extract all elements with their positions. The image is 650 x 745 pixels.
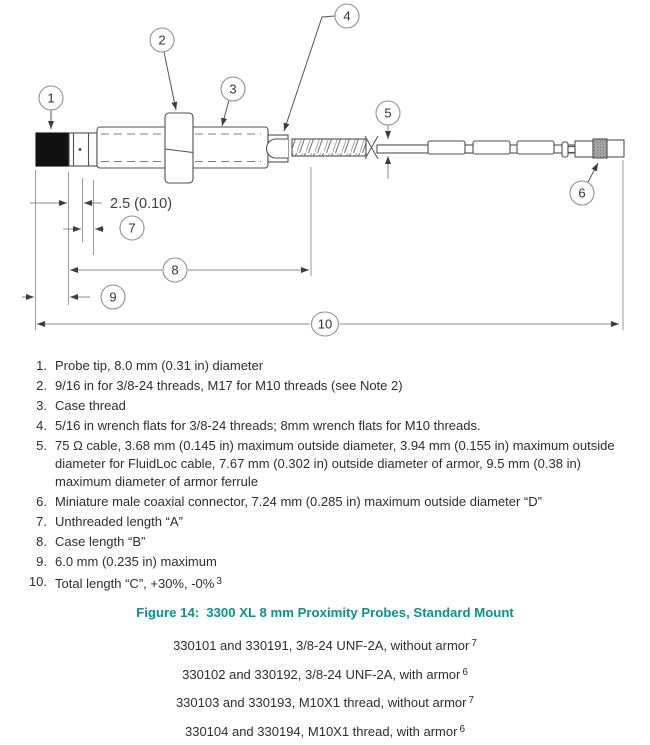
legend-item-number: 6.	[27, 493, 47, 511]
figure-caption-label: Figure 14:	[136, 605, 199, 620]
legend-item-number: 8.	[27, 533, 47, 551]
extension-lines	[36, 160, 624, 330]
callout-3	[221, 77, 245, 101]
dimension-2-5-label: 2.5 (0.10)	[110, 196, 172, 212]
legend-item-number: 3.	[27, 397, 47, 415]
footnote-ref: 7	[466, 695, 474, 706]
legend-item-text: Probe tip, 8.0 mm (0.31 in) diameter	[55, 357, 263, 375]
cable-sleeve-1	[428, 141, 465, 154]
legend-item-2	[27, 377, 627, 395]
callout-4	[335, 4, 359, 28]
svg-text:5: 5	[384, 106, 391, 121]
figure-caption-title: 3300 XL 8 mm Proximity Probes, Standard Mount	[206, 605, 514, 620]
part-number-line-1: 330101 and 330191, 3/8-24 UNF-2A, without armor $^7$	[0, 631, 650, 660]
part-number-list	[0, 631, 650, 745]
connector-knurl	[593, 139, 607, 158]
callout-10	[312, 312, 339, 336]
legend-item-10	[27, 573, 627, 593]
svg-text:7: 7	[128, 221, 135, 236]
connector-endcap	[607, 140, 624, 157]
footnote-ref: 6	[457, 724, 465, 735]
svg-text:10: 10	[318, 317, 332, 332]
legend-item-number: 5.	[27, 437, 47, 491]
collar-dot	[79, 148, 82, 151]
connector-neck	[568, 147, 575, 153]
footnote-ref: 6	[460, 667, 468, 678]
legend-item-number: 10.	[27, 573, 47, 593]
svg-text:1: 1	[47, 91, 54, 106]
probe-diagram	[0, 0, 650, 345]
footnote-ref: 7	[469, 638, 477, 649]
callout-8	[163, 258, 187, 282]
legend-item-number: 1.	[27, 357, 47, 375]
callout-9	[101, 285, 125, 309]
callout-7	[120, 216, 144, 240]
wrench-flats-bore	[267, 139, 288, 158]
legend-item-text: Case length “B”	[55, 533, 145, 551]
callout-2	[150, 28, 174, 52]
cable-sleeve-3	[517, 141, 554, 154]
callout-5	[376, 101, 400, 125]
callout-1	[39, 86, 63, 110]
part-number-line-2: 330102 and 330192, 3/8-24 UNF-2A, with armor $^6$	[0, 660, 650, 689]
legend-item-9	[27, 553, 627, 571]
legend-item-text: Total length “C”, +30%, -0% $^3$	[55, 573, 222, 593]
connector-body	[575, 141, 593, 157]
legend-item-6	[27, 493, 627, 511]
svg-text:2: 2	[158, 33, 165, 48]
legend-item-text: 5/16 in wrench flats for 3/8-24 threads; 8mm wrench flats for M10 threads.	[55, 417, 481, 435]
legend-item-number: 7.	[27, 513, 47, 531]
legend-item-5	[27, 437, 627, 491]
svg-text:6: 6	[578, 186, 585, 201]
legend-item-number: 2.	[27, 377, 47, 395]
part-number-line-3: 330103 and 330193, M10X1 thread, without armor $^7$	[0, 688, 650, 717]
legend-item-text: 9/16 in for 3/8-24 threads, M17 for M10 threads (see Note 2)	[55, 377, 403, 395]
legend-item-text: Unthreaded length “A”	[55, 513, 183, 531]
legend-list	[27, 357, 627, 595]
probe-tip-black	[36, 133, 69, 166]
cable-break-symbol	[365, 136, 378, 159]
svg-text:8: 8	[171, 263, 178, 278]
locknut	[165, 113, 193, 183]
legend-item-number: 4.	[27, 417, 47, 435]
footnote-ref: 3	[214, 576, 222, 587]
armor-cable	[292, 139, 366, 156]
legend-item-text: 6.0 mm (0.235 in) maximum	[55, 553, 217, 571]
connector-bead	[562, 142, 568, 157]
legend-item-number: 9.	[27, 553, 47, 571]
legend-item-1	[27, 357, 627, 375]
svg-text:9: 9	[109, 290, 116, 305]
figure-caption	[0, 605, 650, 620]
callout-6	[570, 181, 594, 205]
legend-item-text: 75 Ω cable, 3.68 mm (0.145 in) maximum outside diameter, 3.94 mm (0.155 in) maximum outside diameter for FluidLoc cable, 7.67 mm (0.302 in) outside diameter of armor, 9.5 mm (0.38 in) maximum diameter of armor ferrule	[55, 437, 627, 491]
legend-item-4	[27, 417, 627, 435]
svg-text:3: 3	[229, 82, 236, 97]
legend-item-8	[27, 533, 627, 551]
legend-item-text: Case thread	[55, 397, 126, 415]
legend-item-7	[27, 513, 627, 531]
part-number-line-4: 330104 and 330194, M10X1 thread, with armor $^6$	[0, 717, 650, 745]
cable-sleeve-2	[473, 141, 510, 154]
callout-balloons	[39, 4, 594, 336]
svg-text:4: 4	[343, 9, 350, 24]
legend-item-3	[27, 397, 627, 415]
legend-item-text: Miniature male coaxial connector, 7.24 mm (0.285 in) maximum outside diameter “D”	[55, 493, 542, 511]
